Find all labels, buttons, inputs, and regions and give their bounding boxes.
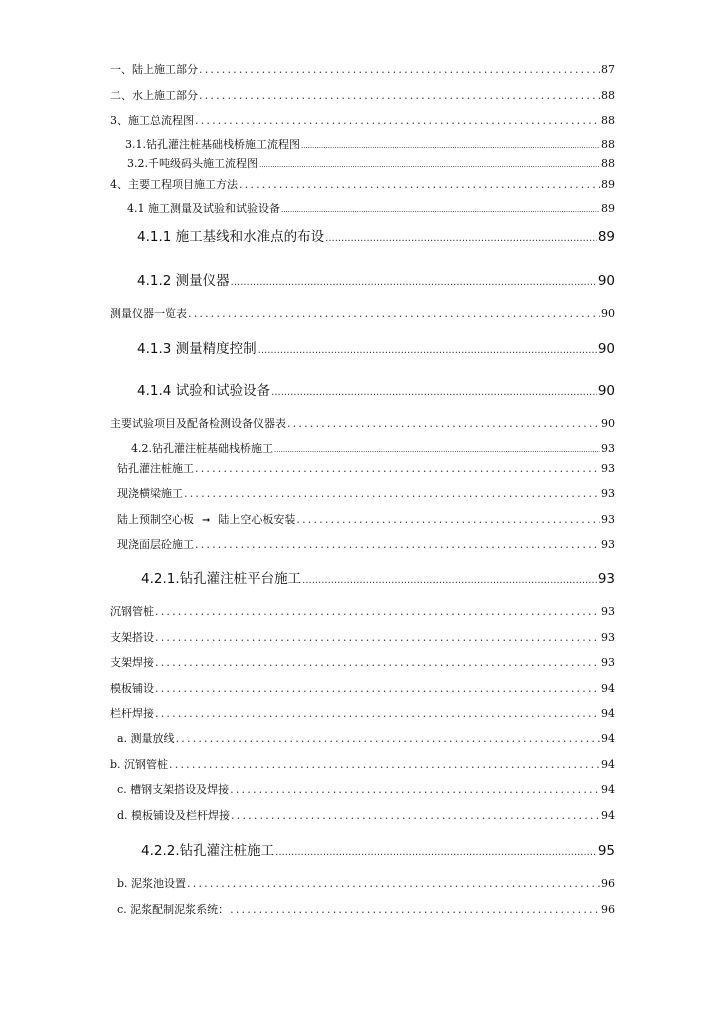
toc-entry[interactable] [110,605,615,619]
toc-entry-page: 88 [601,89,615,102]
dot-leader [258,342,597,360]
toc-entry[interactable] [117,732,615,746]
toc-entry-title: 4.1.4 试验和试验设备 [137,383,271,399]
toc-entry-page: 90 [597,273,615,289]
toc-entry-title: c. 槽钢支架搭设及焊接 [117,783,230,796]
toc-entry[interactable] [117,877,615,891]
toc-entry[interactable] [117,487,615,501]
toc-entry[interactable] [127,157,615,172]
toc-entry-page: 93 [601,487,615,500]
toc-entry-title-part-a: 陆上预制空心板 [117,513,194,526]
dot-leader [301,139,600,153]
toc-entry-title: 测量仪器一览表 [110,307,187,320]
dot-leader [239,178,600,192]
toc-entry-page: 94 [601,758,615,771]
dot-leader [195,538,600,552]
toc-entry-page: 90 [601,307,615,320]
dot-leader [187,877,600,891]
toc-entry[interactable] [117,903,615,917]
toc-entry[interactable] [110,631,615,645]
toc-entry-title: b. 沉钢管桩 [110,758,169,771]
toc-entry[interactable] [117,783,615,797]
toc-entry-page: 93 [601,442,615,455]
toc-entry-page: 93 [601,462,615,475]
toc-entry-title: 4.2.1.钻孔灌注桩平台施工 [141,571,302,587]
toc-entry[interactable] [110,89,615,103]
toc-entry[interactable] [110,682,615,696]
toc-entry[interactable] [110,114,615,128]
toc-entry[interactable] [137,272,615,292]
toc-entry-title: 4.2.钻孔灌注桩基础栈桥施工 [131,442,273,455]
toc-entry-page: 88 [601,157,615,170]
toc-entry-page: 96 [601,877,615,890]
dot-leader [155,707,600,721]
toc-entry-page: 93 [601,631,615,644]
dot-leader [199,63,600,77]
toc-entry[interactable] [127,202,615,217]
dot-leader [231,274,597,292]
toc-entry[interactable] [141,842,615,862]
dot-leader [296,513,600,527]
toc-entry-title: 现浇横梁施工 [117,487,183,500]
toc-entry[interactable] [137,340,615,360]
toc-entry-title: 现浇面层砼施工 [117,538,194,551]
toc-entry-page: 93 [601,656,615,669]
toc-entry[interactable] [117,462,615,476]
dot-leader [195,114,600,128]
toc-entry-title: 4.2.2.钻孔灌注桩施工 [141,843,275,859]
toc-entry-title: a. 测量放线 [117,732,175,745]
toc-entry[interactable] [110,707,615,721]
dot-leader [274,443,600,457]
toc-entry-title: 支架搭设 [110,631,154,644]
toc-entry-title: 模板铺设 [110,682,154,695]
toc-entry-page: 89 [597,229,615,245]
toc-entry[interactable] [137,382,615,402]
toc-entry-page: 88 [601,138,615,151]
toc-entry-page: 88 [601,114,615,127]
toc-entry-page: 90 [597,341,615,357]
toc-entry-page: 95 [597,843,615,859]
dot-leader [325,230,597,248]
toc-entry-title: 主要试验项目及配备检测设备仪器表 [110,417,286,430]
dot-leader [155,605,600,619]
dot-leader [275,844,597,862]
toc-entry-title: 4.1.2 测量仪器 [137,273,230,289]
toc-entry-title: 二、水上施工部分 [110,89,198,102]
dot-leader [281,203,600,217]
toc-entry-title: b. 泥浆池设置 [117,877,187,890]
dot-leader [271,384,597,402]
toc-entry-title: d. 模板铺设及栏杆焊接 [117,809,231,822]
toc-entry[interactable] [137,228,615,248]
dot-leader [259,158,600,172]
toc-entry-page: 93 [601,605,615,618]
toc-entry-page: 94 [601,682,615,695]
toc-entry-title-part-b: 陆上空心板安装 [218,513,296,526]
toc-entry[interactable] [125,138,615,153]
toc-entry-title: 4.1.1 施工基线和水准点的布设 [137,229,325,245]
toc-entry-title: 沉钢管桩 [110,605,154,618]
toc-entry-title: 栏杆焊接 [110,707,154,720]
toc-entry-page: 96 [601,903,615,916]
toc-entry-title: 钻孔灌注桩施工 [117,462,194,475]
toc-entry-page: 89 [601,202,615,215]
dot-leader [155,682,600,696]
toc-entry-page: 94 [601,707,615,720]
toc-entry-page: 87 [601,63,615,76]
toc-entry[interactable] [110,178,615,192]
right-arrow-icon: ➞ [202,515,211,526]
dot-leader [195,462,600,476]
toc-entry-title: 支架焊接 [110,656,154,669]
toc-entry-title: 一、陆上施工部分 [110,63,198,76]
toc-entry[interactable] [117,538,615,552]
toc-entry[interactable] [117,809,615,823]
toc-entry-title: 4.1.3 测量精度控制 [137,341,257,357]
toc-entry[interactable] [110,307,615,321]
toc-entry-page: 94 [601,809,615,822]
dot-leader [231,809,600,823]
toc-entry-page: 93 [601,538,615,551]
toc-entry[interactable] [110,758,615,772]
toc-entry-page: 90 [601,417,615,430]
toc-entry[interactable] [110,656,615,670]
toc-entry-title [117,513,295,528]
dot-leader [287,417,600,431]
dot-leader [155,656,600,670]
toc-entry-title: 3、施工总流程图 [110,114,194,127]
toc-entry-page: 94 [601,732,615,745]
toc-entry[interactable] [131,442,615,457]
dot-leader [184,487,600,501]
toc-entry[interactable] [110,63,615,77]
toc-entry-page: 89 [601,178,615,191]
toc-entry-page: 90 [597,383,615,399]
toc-entry-title: 4、主要工程项目施工方法 [110,178,238,191]
toc-entry-page: 93 [601,513,615,526]
toc-entry-page: 94 [601,783,615,796]
dot-leader [169,758,600,772]
toc-entry-title: c. 泥浆配制泥浆系统： [117,903,230,916]
toc-entry[interactable] [141,570,615,590]
dot-leader [199,89,600,103]
toc-entry-title: 3.1.钻孔灌注桩基础栈桥施工流程图 [125,138,300,151]
toc-entry[interactable] [110,417,615,431]
dot-leader [230,903,600,917]
dot-leader [155,631,600,645]
toc-entry-title: 3.2.千吨级码头施工流程图 [127,157,258,170]
dot-leader [302,572,597,590]
dot-leader [230,783,600,797]
toc-entry[interactable] [117,513,615,528]
toc-entry-page: 93 [597,571,615,587]
dot-leader [188,307,600,321]
toc-entry-title: 4.1 施工测量及试验和试验设备 [127,202,280,215]
dot-leader [176,732,600,746]
